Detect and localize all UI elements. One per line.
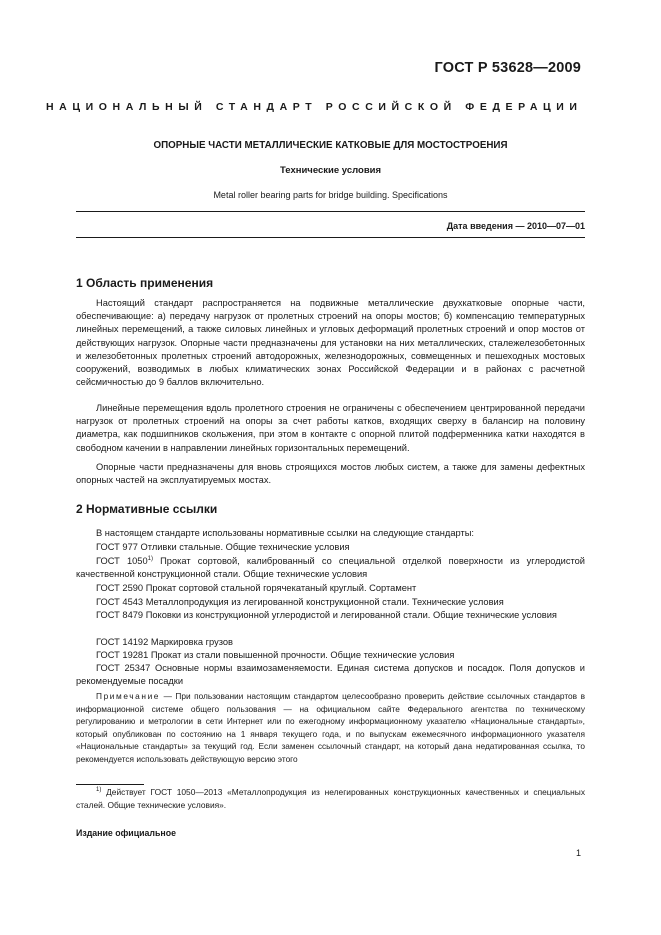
document-subtitle: Технические условия <box>279 165 382 176</box>
normative-reference: ГОСТ 25347 Основные нормы взаимозаменяемости. Единая система допусков и посадок. Поля допусков и рекомендуемые посадки <box>76 663 585 687</box>
standard-code: ГОСТ Р 53628—2009 <box>434 60 581 76</box>
section-1-heading: 1 Область применения <box>76 276 214 290</box>
normative-reference: ГОСТ 14192 Маркировка грузов <box>96 637 233 647</box>
section-1-paragraph: Линейные перемещения вдоль пролетного строения не ограничены с обеспечением центрированной передачи нагрузок от пролетных строений на опоры за счет работы катков, входящих сверху в балансир на половину диаметра, как подшипников скольжения, при этом в контакте с опорной плитой подферменника катки находятся в свободном качении в направлении линейных горизонтальных перемещений. <box>76 403 585 453</box>
normative-reference: ГОСТ 1050$^{1)}$ Прокат сортовой, калиброванный со специальной отделкой поверхности из углеродистой качественной конструкционной стали. Общие технические условия <box>76 556 585 580</box>
page-number: 1 <box>575 848 581 858</box>
title-divider-top <box>76 211 585 212</box>
document-title-english: Metal roller bearing parts for bridge building. Specifications <box>213 190 448 200</box>
edition-label: Издание официальное <box>76 828 176 838</box>
footnote-marker: 1) <box>96 787 102 793</box>
normative-reference: ГОСТ 4543 Металлопродукция из легированной конструкционной стали. Технические условия <box>96 597 504 607</box>
national-standard-title: НАЦИОНАЛЬНЫЙ СТАНДАРТ РОССИЙСКОЙ ФЕДЕРАЦИИ <box>46 101 583 113</box>
note-text: — При пользовании настоящим стандартом целесообразно проверить действие ссылочных стандартов в информационной системе общего пользования — на официальном сайте Федерального агентства по техническому регулированию и метрологии в сети Интернет или по ежегодному информационному указателю «Национальные стандарты», который опубликован по состоянию на 1 января текущего года, и по выпускам ежемесячного информационного указателя «Национальные стандарты» за текущий год. Если заменен ссылочный стандарт, на который дана недатированная ссылка, то рекомендуется использовать действующую версию этого <box>76 691 585 764</box>
section-1-paragraph: Опорные части предназначены для вновь строящихся мостов любых систем, а также для замены дефектных опорных частей на эксплуатируемых мостах. <box>76 462 585 486</box>
normative-reference: ГОСТ 2590 Прокат сортовой стальной горячекатаный круглый. Сортамент <box>96 583 417 593</box>
section-1-paragraph: Настоящий стандарт распространяется на подвижные металлические двухкатковые опорные части, обеспечивающие: а) передачу нагрузок от пролетных строений на опоры мостов; б) компенсацию температурных линейных перемещений, а также силовых линейных и угловых деформаций пролетных строений и опор мостов от действующих нагрузок. Опорные части предназначены для установки на них металлических, сталежелезобетонных и железобетонных пролетных строений автодорожных, железнодорожных, совмещенных и пешеходных мостовых сооружений, возводимых в любых климатических зонах Российской Федерации и в районах с расчетной сейсмичностью до 9 баллов включительно. <box>76 298 585 388</box>
section-2-heading: 2 Нормативные ссылки <box>76 502 218 516</box>
footnote-text: Действует ГОСТ 1050—2013 «Металлопродукция из нелегированных конструкционных качественных и специальных сталей. Общие технические условия». <box>76 787 586 810</box>
footnote <box>76 786 585 811</box>
note-label: Примечание <box>96 691 161 701</box>
document-title: ОПОРНЫЕ ЧАСТИ МЕТАЛЛИЧЕСКИЕ КАТКОВЫЕ ДЛЯ МОСТОСТРОЕНИЯ <box>153 140 508 151</box>
normative-reference: ГОСТ 8479 Поковки из конструкционной углеродистой и легированной стали. Общие технические условия <box>96 610 557 620</box>
section-2-intro: В настоящем стандарте использованы нормативные ссылки на следующие стандарты: <box>96 528 475 538</box>
footnote-divider <box>76 784 144 785</box>
section-2-note <box>76 690 585 766</box>
introduction-date: Дата введения — 2010—07—01 <box>446 221 585 231</box>
normative-reference: ГОСТ 977 Отливки стальные. Общие технические условия <box>96 542 350 552</box>
normative-reference: ГОСТ 19281 Прокат из стали повышенной прочности. Общие технические условия <box>96 650 455 660</box>
title-divider-bottom <box>76 237 585 238</box>
